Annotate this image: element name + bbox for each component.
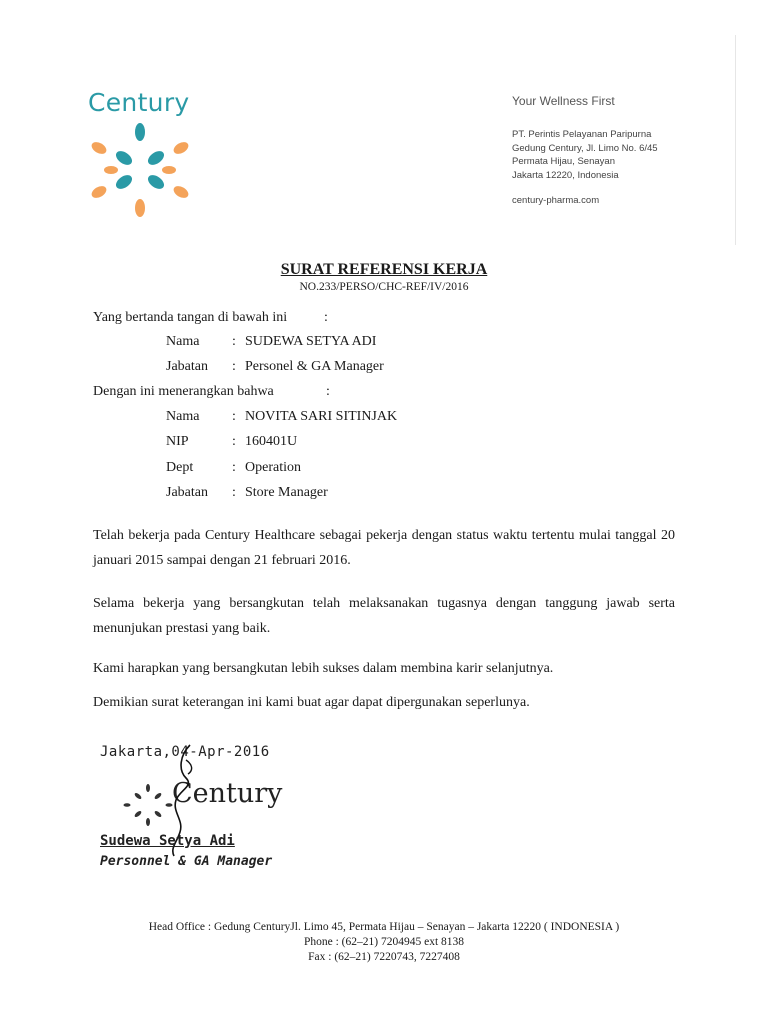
address-line: PT. Perintis Pelayanan Paripurna [512, 129, 652, 140]
colon: : [326, 384, 330, 399]
paragraph-performance: Selama bekerja yang bersangkutan telah melaksanakan tugasnya dengan tanggung jawab serta menunjukan prestasi yang baik. [93, 596, 675, 636]
stamp-place-date: Jakarta,04-Apr-2016 [100, 744, 270, 760]
document-number: NO.233/PERSO/CHC-REF/IV/2016 [299, 281, 469, 293]
footer-phone: Phone : (62–21) 7204945 ext 8138 [303, 936, 465, 948]
intro-signer-text: Yang bertanda tangan di bawah ini [93, 310, 288, 325]
company-address [512, 128, 658, 208]
stamp-logo-text: Century [172, 778, 283, 809]
colon: : [232, 334, 236, 349]
employee-name-label: Nama [166, 409, 200, 424]
employee-dept-label: Dept [166, 460, 194, 475]
employee-nip-label: NIP [166, 434, 189, 449]
intro-employee-text: Dengan ini menerangkan bahwa [93, 384, 274, 399]
colon: : [232, 409, 236, 424]
footer-head-office: Head Office : Gedung CenturyJl. Limo 45, Permata Hijau – Senayan – Jakarta 12220 ( INDONESIA ) [148, 921, 620, 933]
footer-fax: Fax : (62–21) 7220743, 7227408 [308, 951, 460, 963]
employee-position-label: Jabatan [166, 485, 208, 500]
address-line: Gedung Century, Jl. Limo No. 6/45 [512, 142, 658, 154]
employee-nip-value: 160401U [245, 434, 298, 449]
colon: : [324, 310, 328, 325]
employee-position-value: Store Manager [245, 485, 328, 500]
paragraph-wishes: Kami harapkan yang bersangkutan lebih sukses dalam membina karir selanjutnya. [93, 661, 554, 676]
colon: : [232, 359, 236, 374]
address-line: Permata Hijau, Senayan [512, 156, 615, 167]
colon: : [232, 485, 236, 500]
signer-name-value: SUDEWA SETYA ADI [245, 334, 377, 349]
paragraph-employment: Telah bekerja pada Century Healthcare sebagai pekerja dengan status waktu tertentu mulai tanggal 20 januari 2015 sampai dengan 21 februari 2016. [93, 528, 675, 568]
address-line: Jakarta 12220, Indonesia [512, 169, 619, 181]
signer-position-value: Personel & GA Manager [245, 359, 384, 374]
signer-name-label: Nama [166, 334, 200, 349]
document-title: SURAT REFERENSI KERJA [280, 261, 488, 278]
signer-position-label: Jabatan [166, 359, 208, 374]
century-flower-logo-icon [85, 120, 195, 222]
page-edge-divider [735, 35, 736, 245]
stamp-signer-name: Sudewa Setya Adi [100, 833, 235, 849]
company-logo-text: Century [88, 88, 190, 117]
colon: : [232, 460, 236, 475]
company-website: century-pharma.com [512, 195, 600, 206]
employee-dept-value: Operation [245, 460, 301, 475]
company-tagline: Your Wellness First [512, 94, 615, 108]
paragraph-closing: Demikian surat keterangan ini kami buat agar dapat dipergunakan seperlunya. [93, 695, 530, 710]
stamp-signer-title: Personnel & GA Manager [100, 854, 273, 869]
colon: : [232, 434, 236, 449]
employee-name-value: NOVITA SARI SITINJAK [245, 409, 398, 424]
footer-contact [0, 920, 768, 965]
